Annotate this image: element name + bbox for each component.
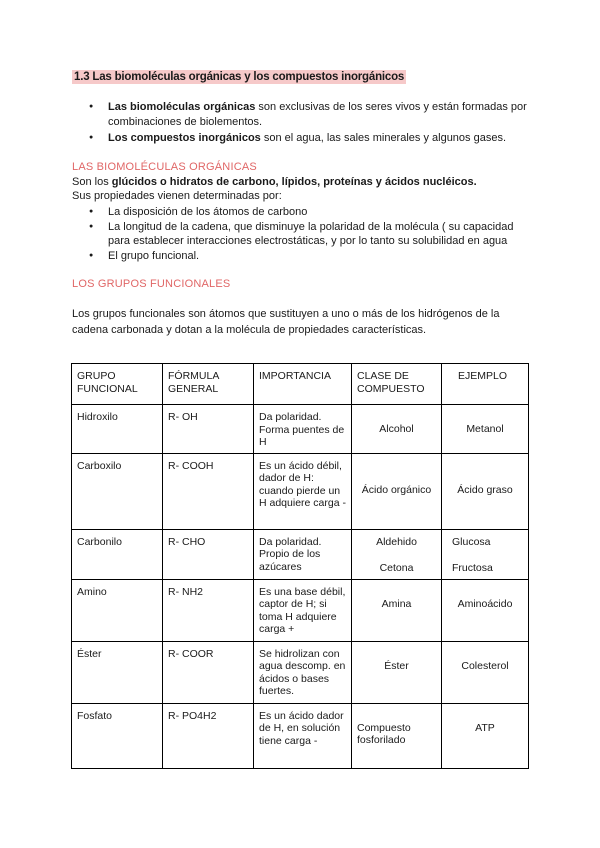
- table-cell: R- COOR: [163, 641, 254, 703]
- ejemplo-fructosa: Fructosa: [452, 562, 493, 574]
- table-row: [72, 703, 529, 768]
- table-header-cell: EJEMPLO: [442, 364, 529, 405]
- table-row: [72, 579, 529, 641]
- table-cell: Amina: [352, 579, 442, 641]
- bullet-text: son exclusivas de los seres vivos y están formadas por combinaciones de biolementos.: [108, 101, 527, 128]
- bold-term: Los compuestos inorgánicos: [108, 132, 261, 144]
- line1-bold: glúcidos o hidratos de carbono, lípidos, proteínas y ácidos nucléicos.: [111, 176, 477, 188]
- table-cell: Metanol: [442, 405, 529, 454]
- table-cell: Alcohol: [352, 405, 442, 454]
- table-cell: R- PO4H2: [163, 703, 254, 768]
- table-cell: Amino: [72, 579, 163, 641]
- functional-groups-table: [71, 363, 529, 769]
- list-item: ● La longitud de la cadena, que disminuye la polaridad de la molécula ( su capacidad para establecer interacciones electrostáticas, y por lo tanto su solubilidad en agua: [72, 220, 532, 249]
- section-title-grupos: LOS GRUPOS FUNCIONALES: [72, 278, 231, 290]
- table-row: [72, 405, 529, 454]
- table-cell: Es un ácido débil, dador de H: cuando pierde un H adquiere carga -: [254, 453, 352, 529]
- table-cell: Se hidrolizan con agua descomp. en ácidos o bases fuertes.: [254, 641, 352, 703]
- table-cell: Es una base débil, captor de H; si toma H adquiere carga +: [254, 579, 352, 641]
- table-header-cell: CLASE DE COMPUESTO: [352, 364, 442, 405]
- section1-line1: [72, 176, 532, 190]
- section1-line2: Sus propiedades vienen determinadas por:: [72, 189, 282, 202]
- list-item: ● La disposición de los átomos de carbono: [72, 205, 532, 220]
- table-cell: Compuesto fosforilado: [352, 703, 442, 768]
- table-cell: ATP: [442, 703, 529, 768]
- table-row: [72, 529, 529, 579]
- table-cell: Es un ácido dador de H, en solución tiene carga -: [254, 703, 352, 768]
- table-header-cell: FÓRMULA GENERAL: [163, 364, 254, 405]
- table-cell: Ácido orgánico: [352, 453, 442, 529]
- table-cell: Hidroxilo: [72, 405, 163, 454]
- bullet-text: son el agua, las sales minerales y algunos gases.: [260, 132, 507, 144]
- line1-prefix: Son los: [72, 176, 112, 188]
- table-cell: Aminoácido: [442, 579, 529, 641]
- ejemplo-glucosa: Glucosa: [452, 535, 491, 548]
- grupos-paragraph: Los grupos funcionales son átomos que sustituyen a uno o más de los hidrógenos de la cadena carbonada y dotan a la molécula de propiedades características.: [72, 308, 500, 336]
- table-header-row: [72, 364, 529, 405]
- properties-bullet-list: [72, 205, 532, 263]
- table-cell: R- COOH: [163, 453, 254, 529]
- table-cell: R- CHO: [163, 529, 254, 579]
- table-row: [72, 453, 529, 529]
- table-cell: Da polaridad. Propio de los azúcares: [254, 529, 352, 579]
- list-item: [72, 100, 532, 129]
- table-cell: Da polaridad. Forma puentes de H: [254, 405, 352, 454]
- table-cell: Éster: [72, 641, 163, 703]
- table-cell: Colesterol: [442, 641, 529, 703]
- bold-term: Las biomoléculas orgánicas: [108, 101, 256, 113]
- clase-aldehido: Aldehido: [376, 535, 417, 548]
- section-title-biomoleculas: LAS BIOMOLÉCULAS ORGÁNICAS: [72, 161, 257, 173]
- table-header-cell: IMPORTANCIA: [254, 364, 352, 405]
- table-cell: Fosfato: [72, 703, 163, 768]
- table-cell: Ácido graso: [442, 453, 529, 529]
- list-item: ● El grupo funcional.: [72, 249, 532, 264]
- table-cell: Carboxilo: [72, 453, 163, 529]
- table-cell: R- NH2: [163, 579, 254, 641]
- section-heading: 1.3 Las biomoléculas orgánicas y los compuestos inorgánicos: [74, 71, 405, 83]
- list-item: [72, 131, 532, 146]
- table-cell: [352, 529, 442, 579]
- table-cell: Éster: [352, 641, 442, 703]
- table-cell: Carbonilo: [72, 529, 163, 579]
- table-header-cell: GRUPO FUNCIONAL: [72, 364, 163, 405]
- clase-cetona: Cetona: [379, 562, 414, 574]
- table-row: [72, 641, 529, 703]
- section1-intro: [72, 176, 532, 203]
- table-cell: [442, 529, 529, 579]
- table-cell: R- OH: [163, 405, 254, 454]
- intro-bullet-list: [72, 100, 532, 146]
